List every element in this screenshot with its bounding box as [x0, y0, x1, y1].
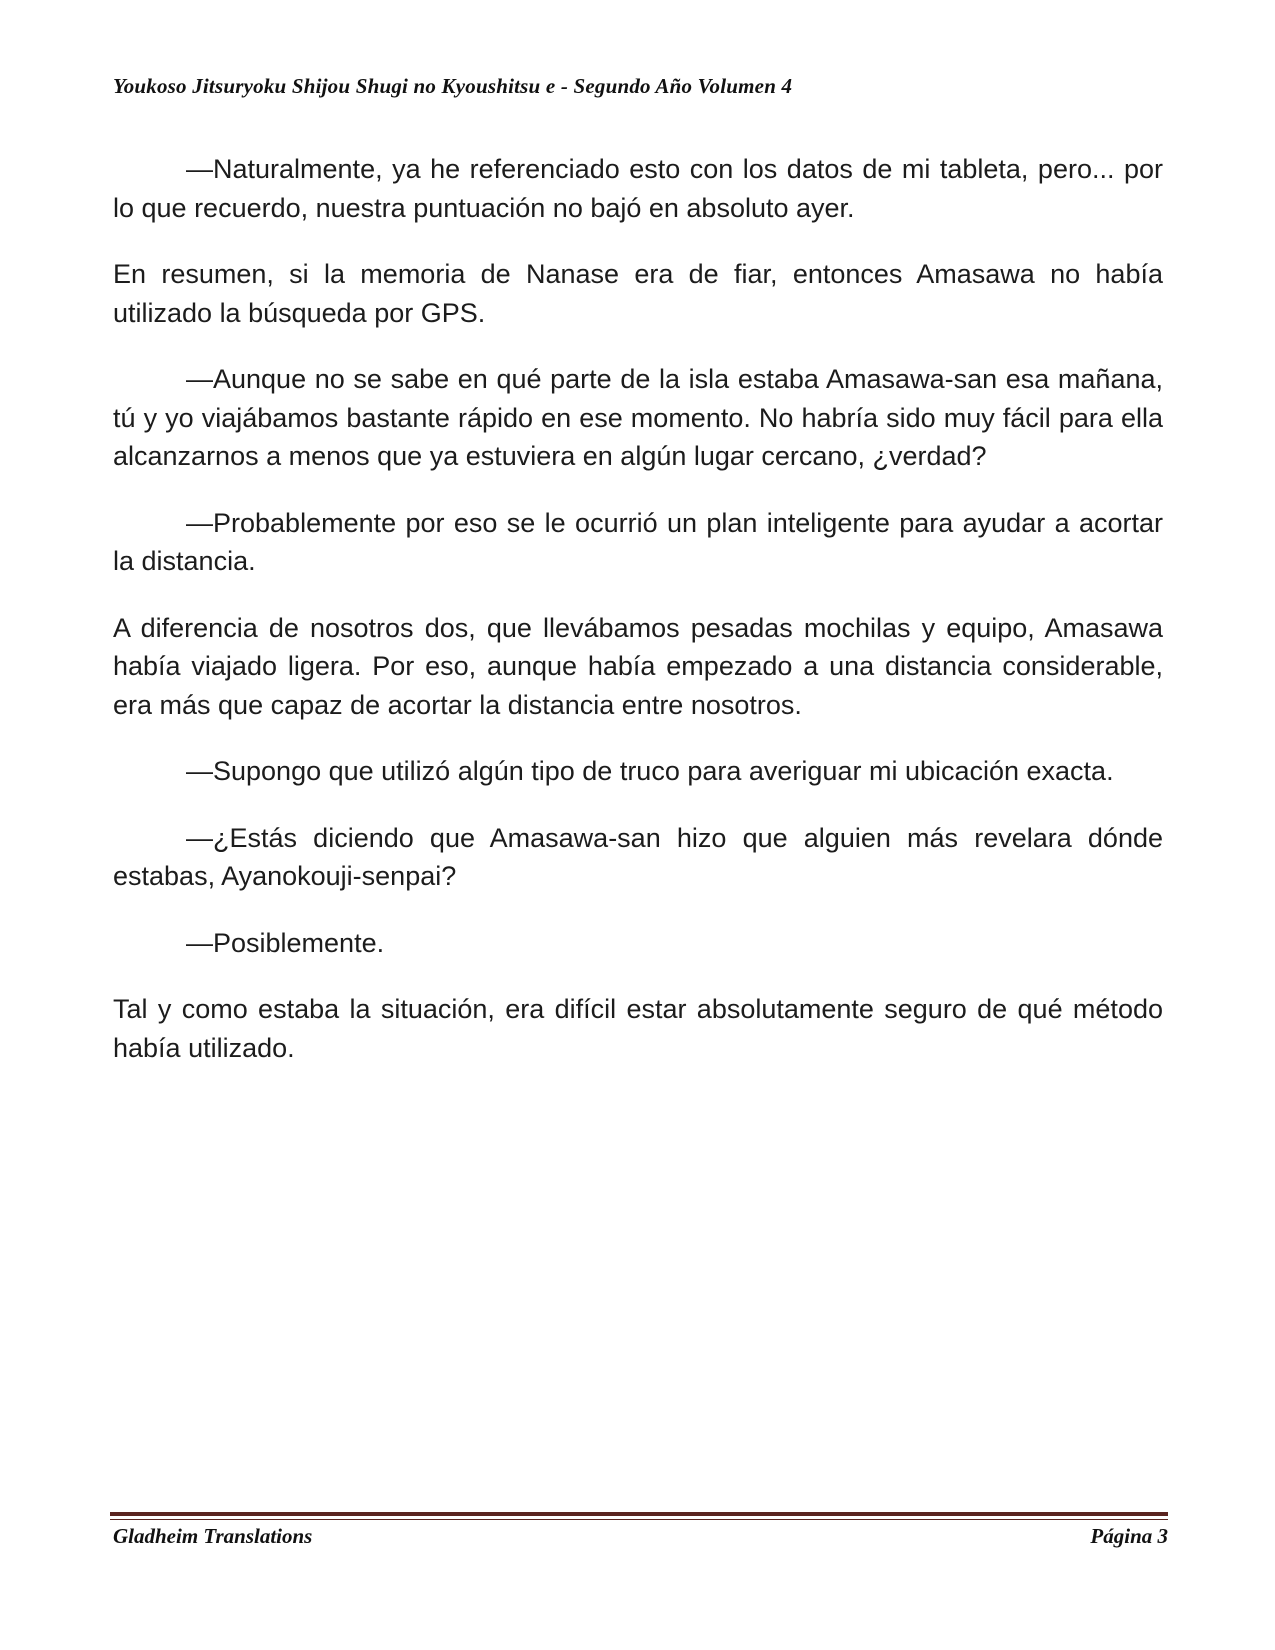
footer-divider: [110, 1512, 1168, 1516]
page-header-title: Youkoso Jitsuryoku Shijou Shugi no Kyoushitsu e - Segundo Año Volumen 4: [113, 74, 793, 98]
footer-divider-thin: [110, 1519, 1168, 1520]
paragraph-dialogue-3: —Probablemente por eso se le ocurrió un plan inteligente para ayudar a acortar la distancia.: [113, 507, 1163, 576]
paragraph-dialogue-5: —¿Estás diciendo que Amasawa-san hizo que alguien más revelara dónde estabas, Ayanokouji-senpai?: [113, 822, 1163, 891]
paragraph-narration-3: Tal y como estaba la situación, era difícil estar absolutamente seguro de qué método había utilizado.: [113, 994, 1163, 1063]
document-body: [113, 150, 1163, 1095]
footer-translator-credit: Gladheim Translations: [113, 1524, 313, 1548]
paragraph-dialogue-6: —Posiblemente.: [186, 927, 385, 958]
paragraph-dialogue-1: —Naturalmente, ya he referenciado esto con los datos de mi tableta, pero... por lo que recuerdo, nuestra puntuación no bajó en absoluto ayer.: [113, 154, 1163, 223]
footer-page-number: Página 3: [1090, 1524, 1168, 1548]
paragraph-narration-1: En resumen, si la memoria de Nanase era de fiar, entonces Amasawa no había utilizado la búsqueda por GPS.: [113, 259, 1163, 328]
paragraph-dialogue-2: —Aunque no se sabe en qué parte de la isla estaba Amasawa-san esa mañana, tú y yo viajábamos bastante rápido en ese momento. No habría sido muy fácil para ella alcanzarnos a menos que ya estuviera en algún lugar cercano, ¿verdad?: [113, 364, 1163, 471]
paragraph-dialogue-4: —Supongo que utilizó algún tipo de truco para averiguar mi ubicación exacta.: [186, 756, 1114, 786]
paragraph-narration-2: A diferencia de nosotros dos, que llevábamos pesadas mochilas y equipo, Amasawa había viajado ligera. Por eso, aunque había empezado a una distancia considerable, era más que capaz de acortar la distancia entre nosotros.: [113, 612, 1163, 720]
